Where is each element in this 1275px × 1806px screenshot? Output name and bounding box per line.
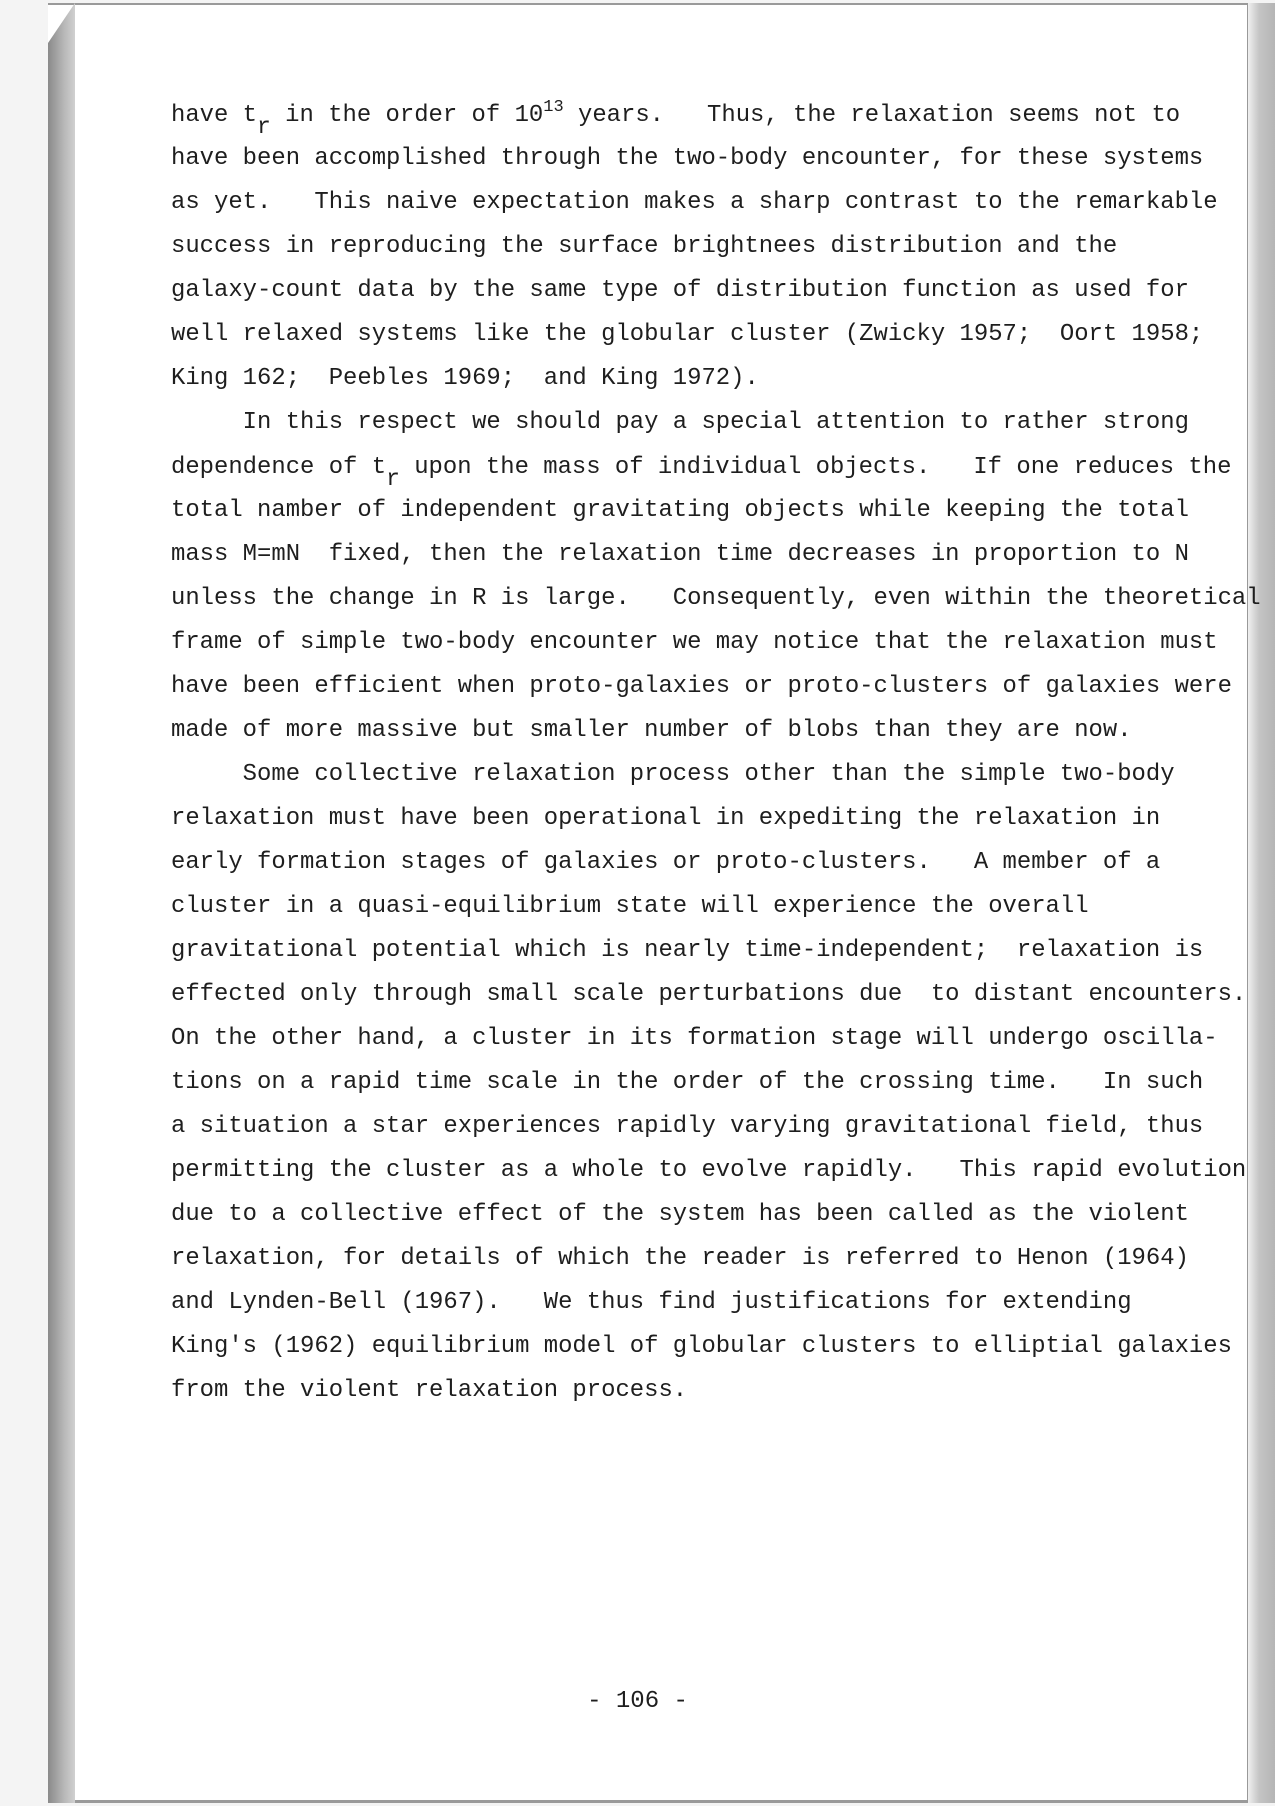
text-segment: and Lynden-Bell (1967). We thus find justifications for extending bbox=[171, 1289, 1132, 1316]
text-segment: early formation stages of galaxies or proto-clusters. A member of a bbox=[171, 849, 1161, 876]
text-line bbox=[171, 137, 1261, 181]
text-line bbox=[171, 1061, 1261, 1105]
text-line bbox=[171, 841, 1261, 885]
text-line bbox=[171, 577, 1261, 621]
text-segment: relaxation, for details of which the reader is referred to Henon (1964) bbox=[171, 1245, 1189, 1272]
text-line bbox=[171, 313, 1261, 357]
page-number: - 106 - bbox=[587, 1688, 688, 1715]
text-line bbox=[171, 1017, 1261, 1061]
text-line bbox=[171, 225, 1261, 269]
superscript: 13 bbox=[543, 98, 564, 117]
text-line bbox=[171, 709, 1261, 753]
text-segment: upon the mass of individual objects. If one reduces the bbox=[399, 454, 1232, 481]
text-line bbox=[171, 93, 1261, 140]
text-segment: total namber of independent gravitating objects while keeping the total bbox=[171, 497, 1189, 524]
text-line bbox=[171, 1281, 1261, 1325]
text-line bbox=[171, 973, 1261, 1017]
text-segment: In this respect we should pay a special attention to rather strong bbox=[171, 409, 1189, 436]
text-line bbox=[171, 357, 1261, 401]
text-segment: Some collective relaxation process other than the simple two-body bbox=[171, 761, 1175, 788]
text-line bbox=[171, 1369, 1261, 1413]
text-segment: success in reproducing the surface brightnees distribution and the bbox=[171, 233, 1118, 260]
text-segment: a situation a star experiences rapidly varying gravitational field, thus bbox=[171, 1113, 1204, 1140]
text-line bbox=[171, 1193, 1261, 1237]
text-segment: gravitational potential which is nearly time-independent; relaxation is bbox=[171, 937, 1204, 964]
text-segment: relaxation must have been operational in expediting the relaxation in bbox=[171, 805, 1161, 832]
text-segment: have t bbox=[171, 102, 258, 129]
text-segment: years. Thus, the relaxation seems not to bbox=[563, 102, 1181, 129]
text-line bbox=[171, 1325, 1261, 1369]
text-line bbox=[171, 1149, 1261, 1193]
subscript: r bbox=[386, 466, 400, 492]
text-segment: made of more massive but smaller number of blobs than they are now. bbox=[171, 717, 1132, 744]
text-line bbox=[171, 1237, 1261, 1281]
text-segment: have been efficient when proto-galaxies or proto-clusters of galaxies were bbox=[171, 673, 1232, 700]
text-line bbox=[171, 1105, 1261, 1149]
text-segment: mass M=mN fixed, then the relaxation time decreases in proportion to N bbox=[171, 541, 1189, 568]
text-line bbox=[171, 269, 1261, 313]
text-segment: as yet. This naive expectation makes a sharp contrast to the remarkable bbox=[171, 189, 1218, 216]
text-line bbox=[171, 533, 1261, 577]
text-segment: from the violent relaxation process. bbox=[171, 1377, 688, 1404]
text-line bbox=[171, 621, 1261, 665]
text-segment: due to a collective effect of the system has been called as the violent bbox=[171, 1201, 1189, 1228]
text-segment: permitting the cluster as a whole to evolve rapidly. This rapid evolution bbox=[171, 1157, 1247, 1184]
text-segment: cluster in a quasi-equilibrium state will experience the overall bbox=[171, 893, 1089, 920]
text-line bbox=[171, 401, 1261, 445]
text-line bbox=[171, 445, 1261, 492]
text-segment: dependence of t bbox=[171, 454, 387, 481]
text-line bbox=[171, 181, 1261, 225]
subscript: r bbox=[257, 114, 271, 140]
text-segment: unless the change in R is large. Consequently, even within the theoretical bbox=[171, 585, 1261, 612]
text-line bbox=[171, 929, 1261, 973]
text-segment: frame of simple two-body encounter we may notice that the relaxation must bbox=[171, 629, 1218, 656]
page-left-edge bbox=[48, 3, 75, 1803]
body-text bbox=[171, 93, 1261, 1413]
text-segment: King's (1962) equilibrium model of globular clusters to elliptial galaxies bbox=[171, 1333, 1232, 1360]
text-line bbox=[171, 489, 1261, 533]
text-line bbox=[171, 665, 1261, 709]
text-segment: On the other hand, a cluster in its formation stage will undergo oscilla- bbox=[171, 1025, 1218, 1052]
text-line bbox=[171, 797, 1261, 841]
text-segment: have been accomplished through the two-body encounter, for these systems bbox=[171, 145, 1204, 172]
text-segment: effected only through small scale perturbations due to distant encounters. bbox=[171, 981, 1247, 1008]
text-segment: tions on a rapid time scale in the order of the crossing time. In such bbox=[171, 1069, 1204, 1096]
text-segment: in the order of 10 bbox=[270, 102, 544, 129]
text-line bbox=[171, 753, 1261, 797]
text-segment: galaxy-count data by the same type of distribution function as used for bbox=[171, 277, 1189, 304]
text-line bbox=[171, 885, 1261, 929]
text-segment: well relaxed systems like the globular cluster (Zwicky 1957; Oort 1958; bbox=[171, 321, 1204, 348]
text-segment: King 162; Peebles 1969; and King 1972). bbox=[171, 365, 759, 392]
